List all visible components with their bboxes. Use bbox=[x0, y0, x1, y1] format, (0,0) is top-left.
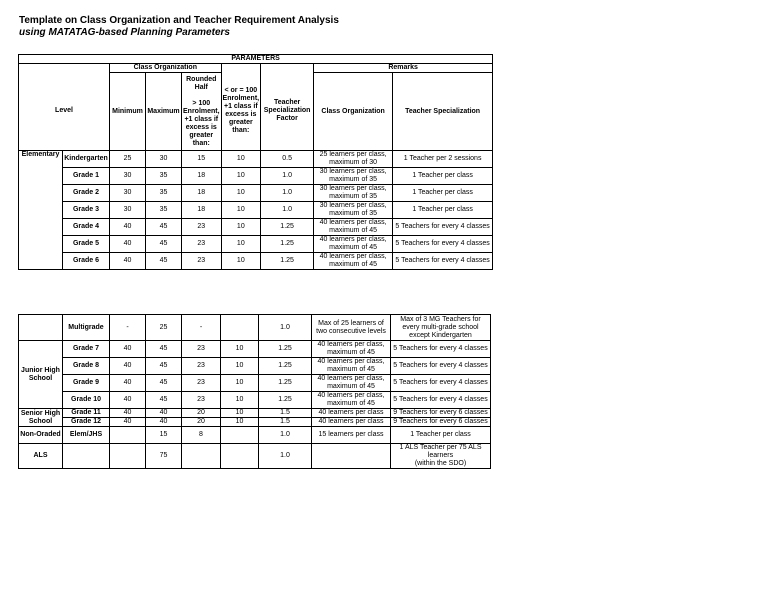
remarks-header: Remarks bbox=[314, 64, 493, 73]
page-subtitle: using MATATAG-based Planning Parameters bbox=[19, 27, 230, 38]
page-title: Template on Class Organization and Teacher Requirement Analysis bbox=[19, 15, 339, 26]
grade-label: Multigrade bbox=[63, 315, 110, 341]
grade-label: Grade 2 bbox=[63, 185, 110, 202]
parameters-header: PARAMETERS bbox=[19, 55, 493, 64]
non-graded-label: Non-Oraded bbox=[19, 427, 63, 444]
rounded-half-header: Rounded Half > 100 Enrolment, +1 class if excess is greater than: bbox=[182, 73, 222, 151]
minimum-header: Minimum bbox=[110, 73, 146, 151]
grade-label: Kindergarten bbox=[63, 151, 110, 168]
level-header: Level bbox=[19, 73, 110, 151]
grade-label: Grade 8 bbox=[63, 358, 110, 375]
grade-label: Grade 5 bbox=[63, 236, 110, 253]
als-label: ALS bbox=[19, 444, 63, 469]
tsf-header: Teacher Specialization Factor bbox=[261, 73, 314, 151]
grade-label: Grade 9 bbox=[63, 375, 110, 392]
grade-label: Grade 1 bbox=[63, 168, 110, 185]
grade-label: Grade 3 bbox=[63, 202, 110, 219]
shs-label: Senior High School bbox=[19, 409, 63, 427]
grade-label: Grade 7 bbox=[63, 341, 110, 358]
grade-label: Grade 11 bbox=[63, 409, 110, 418]
remarks-teacher-header: Teacher Specialization bbox=[393, 73, 493, 151]
grade-label: Grade 10 bbox=[63, 392, 110, 409]
elementary-label: Elementary bbox=[19, 151, 63, 168]
grade-label: Grade 6 bbox=[63, 253, 110, 270]
class-org-header: Class Organization bbox=[110, 64, 222, 73]
remarks-class-org-header: Class Organization bbox=[314, 73, 393, 151]
jhs-label: Junior High School bbox=[19, 341, 63, 409]
maximum-header: Maximum bbox=[146, 73, 182, 151]
small-enrolment-header: < or = 100 Enrolment, +1 class if excess is greater than: bbox=[221, 73, 261, 151]
grade-label: Grade 4 bbox=[63, 219, 110, 236]
grade-label: Grade 12 bbox=[63, 418, 110, 427]
special-programs-table: Multigrade - 25 - 1.0 Max of 25 learners of two consecutive levels Max of 3 MG Teachers for every multi-grade school except Kindergarten Junior High School Grade 7 40 45 23 10 1.25 40 learners per class, maximum of 45 5 Teachers for every 4 classes Grade 8 40 45 23 10 1.25 40 learners per class, maximum of 45 5 Teachers for every 4 classes Grade 9 40 45 23 10 1.25 40 learners per class, maximum of 45 5 Teachers for every 4 classes Grade 10 40 45 23 10 1.25 40 learners per class, maximum of 45 5 Teachers for every 4 classes Senior High School Grade 11 40 40 20 10 1.5 40 learners per class 9 Teachers for every 6 classes Grade 12 40 40 20 10 1.5 40 learners per class 9 Teachers for every 6 classes Non-Oraded Elem/JHS 15 8 1.0 15 learners per class 1 Teacher per class ALS 75 1.0 1 ALS Teacher per 75 ALS learners (within the SDO) bbox=[18, 314, 491, 469]
grade-label: Elem/JHS bbox=[63, 427, 110, 444]
parameters-table: PARAMETERS Class Organization Remarks Level Minimum Maximum Rounded Half > 100 Enrolment, +1 class if excess is greater than: < or = 100 Enrolment, +1 class if excess is greater than: Teacher Specialization Factor Class Organization Teacher Specialization Elementary Kindergarten 25 30 15 10 0.5 25 learners per class, maximum of 30 1 Teacher per 2 sessions Grade 1 30 35 18 10 1.0 30 learners per class, maximum of 35 1 Teacher per class Grade 2 30 35 18 10 1.0 30 learners per class, maximum of 35 1 Teacher per class Grade 3 30 35 18 10 1.0 30 learners per class, maximum of 35 1 Teacher per class Grade 4 40 45 23 10 1.25 40 learners per class, maximum of 45 5 Teachers for every 4 classes Grade 5 40 45 23 10 1.25 40 learners per class, maximum of 45 5 Teachers for every 4 classes Grade 6 40 45 23 10 1.25 40 learners per class, maximum of 45 5 Teachers for every 4 classes bbox=[18, 54, 493, 270]
